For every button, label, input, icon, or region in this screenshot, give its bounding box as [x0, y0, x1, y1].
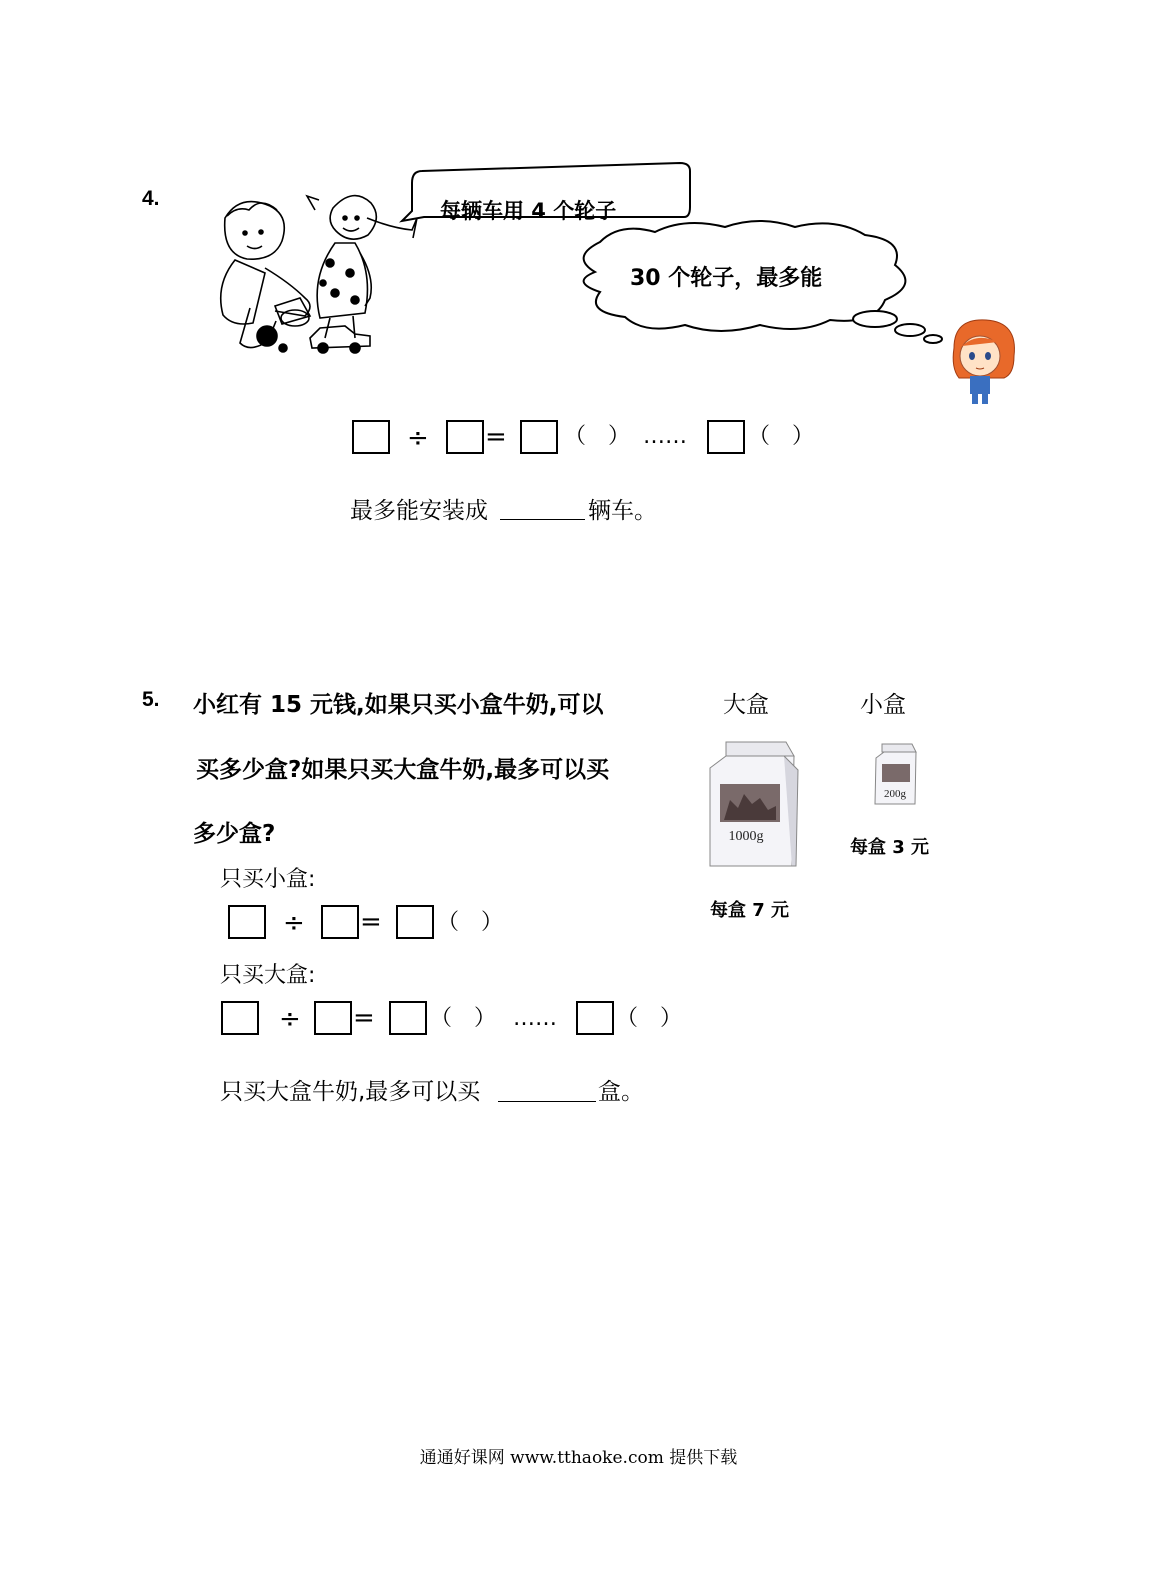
q5-small-equals-sign: = [360, 907, 382, 937]
q5-answer-blank[interactable] [498, 1076, 596, 1102]
q5-large-quotient-box[interactable] [389, 1001, 427, 1035]
big-box-price: 每盒 7 元 [710, 900, 790, 921]
speech-bubble-text: 每辆车用 4 个轮子 [440, 199, 617, 223]
q4-quotient-box[interactable] [520, 420, 558, 454]
q4-remainder-box[interactable] [707, 420, 745, 454]
q5-answer-suffix: 盒。 [598, 1079, 644, 1105]
q4-ellipsis: …… [643, 424, 687, 449]
q5-large-ellipsis: …… [513, 1006, 557, 1031]
big-milk-carton-image [708, 740, 803, 868]
q4-answer-prefix: 最多能安装成 [350, 498, 488, 524]
small-box-title: 小盒 [860, 692, 906, 718]
q4-quotient-unit: （ ） [564, 424, 631, 449]
small-box-price: 每盒 3 元 [850, 837, 930, 858]
q5-small-divisor-box[interactable] [321, 905, 359, 939]
q4-answer-blank[interactable] [500, 495, 585, 520]
big-box-title: 大盒 [723, 692, 769, 718]
small-box-weight: 200g [884, 788, 906, 800]
q5-large-remainder-box[interactable] [576, 1001, 614, 1035]
q4-dividend-box[interactable] [352, 420, 390, 454]
big-box-weight: 1000g [728, 829, 764, 844]
q5-small-quotient-unit: （ ） [437, 910, 504, 935]
q5-small-quotient-box[interactable] [396, 905, 434, 939]
q5-large-divisor-box[interactable] [314, 1001, 352, 1035]
q4-divisor-box[interactable] [446, 420, 484, 454]
q5-text-line2: 买多少盒?如果只买大盒牛奶,最多可以买 [196, 757, 610, 783]
question-4-number: 4. [142, 187, 160, 210]
thought-cloud-text: 30 个轮子，最多能 [630, 266, 823, 291]
q4-remainder-unit: （ ） [748, 424, 815, 449]
q5-large-label: 只买大盒: [220, 963, 316, 988]
q5-large-equals-sign: = [353, 1003, 375, 1033]
q5-large-remainder-unit: （ ） [616, 1006, 683, 1031]
q5-large-divide-sign: ÷ [279, 1004, 301, 1034]
q5-small-dividend-box[interactable] [228, 905, 266, 939]
girl-thinking-illustration [944, 318, 1019, 406]
q5-text-line1: 小红有 15 元钱,如果只买小盒牛奶,可以 [193, 692, 604, 718]
q4-answer-suffix: 辆车。 [588, 498, 657, 524]
q5-small-divide-sign: ÷ [283, 908, 305, 938]
footer-text: 通通好课网 www.tthaoke.com 提供下载 [419, 1448, 738, 1468]
q4-divide-sign: ÷ [407, 423, 429, 453]
q5-large-dividend-box[interactable] [221, 1001, 259, 1035]
q5-large-quotient-unit: （ ） [430, 1006, 497, 1031]
q5-small-label: 只买小盒: [220, 867, 316, 892]
q5-answer-prefix: 只买大盒牛奶,最多可以买 [220, 1079, 481, 1105]
q4-equals-sign: = [485, 422, 507, 452]
question-5-number: 5. [142, 688, 160, 711]
small-milk-carton-image [874, 742, 922, 806]
q5-text-line3: 多少盒? [193, 821, 276, 847]
